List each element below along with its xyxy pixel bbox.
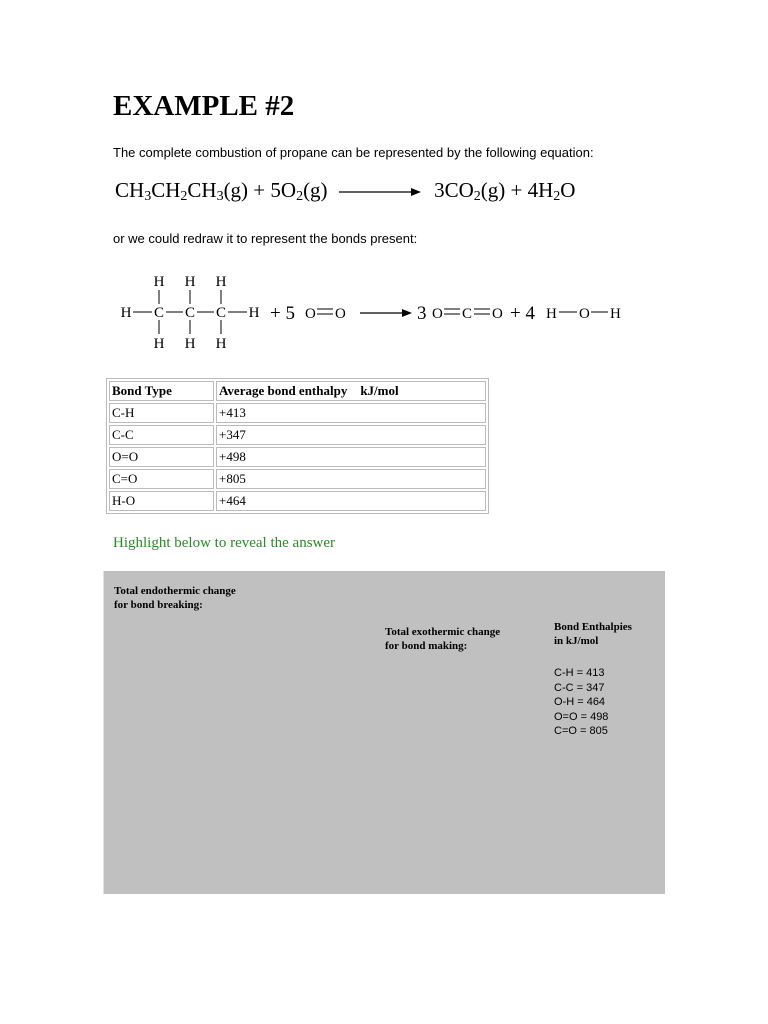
page-title: EXAMPLE #2	[113, 90, 295, 122]
bond-enthalpies-label: Bond Enthalpies in kJ/mol	[554, 621, 632, 647]
table-row	[109, 425, 486, 445]
atom-o: O	[579, 306, 590, 322]
coefficient-three: 3	[417, 303, 427, 324]
product-formula: $3CO_2(g) + 4H_2O$	[434, 178, 576, 204]
plus-five: + 5	[270, 303, 295, 324]
atom-o: O	[305, 306, 316, 322]
atom-o: O	[492, 306, 503, 322]
atom-o: O	[335, 306, 346, 322]
reaction-arrow-icon	[360, 309, 412, 317]
atom-h: H	[153, 274, 165, 290]
atom-c: C	[153, 305, 165, 321]
reactant-formula: $CH_3CH_2CH_3(g) + 5O_2(g)$	[115, 178, 328, 204]
table-row	[109, 403, 486, 423]
answer-reveal-box[interactable]	[103, 571, 667, 894]
list-item: O-H = 464	[554, 696, 606, 709]
bond-enthalpy-table	[106, 378, 489, 514]
atom-h: H	[184, 274, 196, 290]
plus-four: + 4	[510, 303, 535, 324]
atom-h: H	[120, 305, 132, 321]
exothermic-label: Total exothermic change for bond making:	[385, 626, 501, 652]
atom-c: C	[215, 305, 227, 321]
structural-equation	[112, 268, 632, 356]
atom-h: H	[184, 336, 196, 352]
bond-type-cell: C-C	[109, 425, 214, 445]
atom-h: H	[153, 336, 165, 352]
table-row	[109, 491, 486, 511]
bond-type-cell: H-O	[109, 491, 214, 511]
combustion-equation	[115, 178, 575, 203]
atom-h: H	[546, 306, 557, 322]
bond-enthalpy-cell: +347	[216, 425, 486, 445]
atom-h: H	[610, 306, 621, 322]
bond-type-cell: O=O	[109, 447, 214, 467]
table-header-cell: Average bond enthalpy kJ/mol	[216, 381, 486, 401]
atom-h: H	[215, 274, 227, 290]
endothermic-label: Total endothermic change for bond breaking:	[114, 585, 236, 611]
table-header-cell: Bond Type	[109, 381, 214, 401]
atom-c: C	[184, 305, 196, 321]
list-item: C-H = 413	[554, 667, 605, 679]
bond-type-cell: C=O	[109, 469, 214, 489]
list-item: C=O = 805	[554, 725, 608, 738]
redraw-text: or we could redraw it to represent the bonds present:	[113, 231, 418, 246]
table-row	[109, 469, 486, 489]
intro-text: The complete combustion of propane can be represented by the following equation:	[113, 145, 594, 160]
reaction-arrow-icon	[337, 185, 423, 199]
bond-enthalpy-cell: +498	[216, 447, 486, 467]
bond-enthalpy-cell: +413	[216, 403, 486, 423]
bond-enthalpy-cell: +805	[216, 469, 486, 489]
atom-o: O	[432, 306, 443, 322]
list-item: C-C = 347	[554, 681, 605, 694]
list-item: O=O = 498	[554, 710, 609, 723]
table-header-row	[109, 381, 486, 401]
atom-h: H	[215, 336, 227, 352]
atom-c: C	[462, 306, 473, 322]
bond-enthalpy-cell: +464	[216, 491, 486, 511]
highlight-hint: Highlight below to reveal the answer	[113, 535, 336, 551]
atom-h: H	[248, 305, 260, 321]
table-row	[109, 447, 486, 467]
bond-type-cell: C-H	[109, 403, 214, 423]
bond-enthalpy-list	[554, 666, 608, 739]
